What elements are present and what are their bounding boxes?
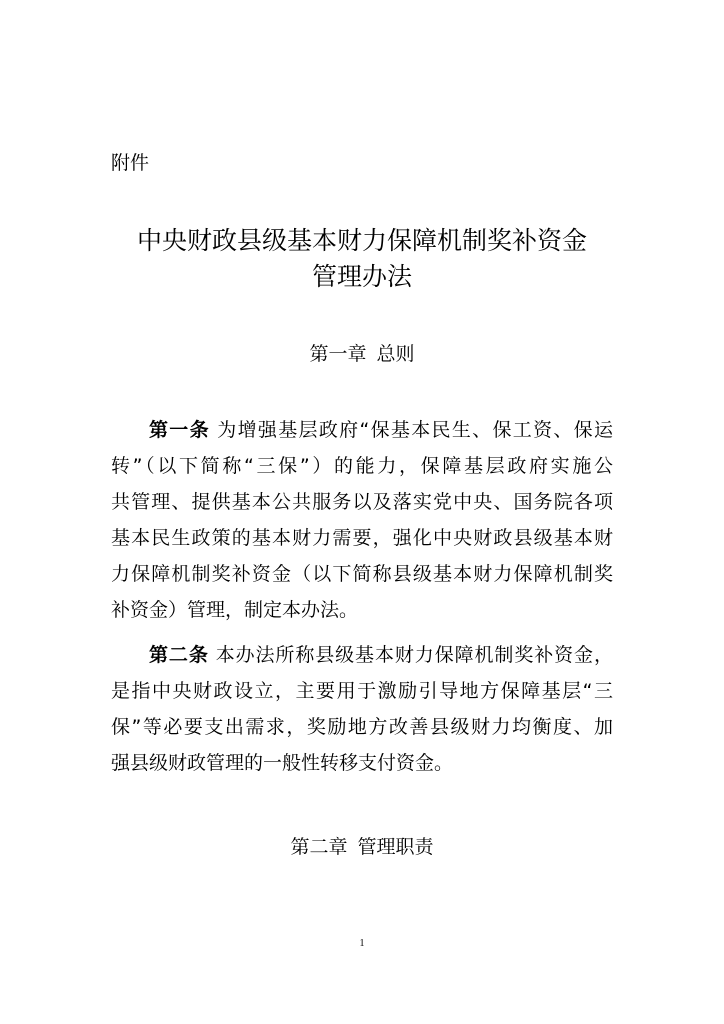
article-2-line-2: 是指中央财政设立，主要用于激励引导地方保障基层“三 xyxy=(111,680,613,702)
chapter-1-number: 第一章 xyxy=(309,343,367,365)
article-2-text: 本办法所称县级基本财力保障机制奖补资金， xyxy=(215,644,613,666)
page-number: 1 xyxy=(359,938,365,949)
article-1-line-3: 共管理、提供基本公共服务以及落实党中央、国务院各项 xyxy=(111,491,613,513)
article-2-line-1 xyxy=(149,642,613,668)
chapter-1-name: 总则 xyxy=(376,343,415,365)
article-2-label: 第二条 xyxy=(149,644,209,666)
document-title-line-1: 中央财政县级基本财力保障机制奖补资金 xyxy=(136,226,587,255)
article-1-line-5: 力保障机制奖补资金（以下简称县级基本财力保障机制奖 xyxy=(111,563,613,585)
chapter-2-name: 管理职责 xyxy=(357,836,434,858)
article-1-text: 为增强基层政府“保基本民生、保工资、保运 xyxy=(217,419,613,441)
chapter-2-number: 第二章 xyxy=(290,836,348,858)
article-1-line-1 xyxy=(149,417,613,443)
article-2-line-4: 强县级财政管理的一般性转移支付资金。 xyxy=(111,752,454,774)
chapter-1-heading xyxy=(0,341,724,367)
article-1-line-6: 补资金）管理，制定本办法。 xyxy=(111,599,359,621)
article-1-line-2: 转”（以下简称“三保”）的能力，保障基层政府实施公 xyxy=(111,455,613,477)
article-1-line-4: 基本民生政策的基本财力需要，强化中央财政县级基本财 xyxy=(111,527,613,549)
chapter-2-heading xyxy=(0,834,724,860)
attachment-label: 附件 xyxy=(111,152,150,174)
article-2-line-3: 保”等必要支出需求，奖励地方改善县级财力均衡度、加 xyxy=(111,716,613,738)
article-1-label: 第一条 xyxy=(149,419,210,441)
document-title-line-2: 管理办法 xyxy=(311,262,412,291)
